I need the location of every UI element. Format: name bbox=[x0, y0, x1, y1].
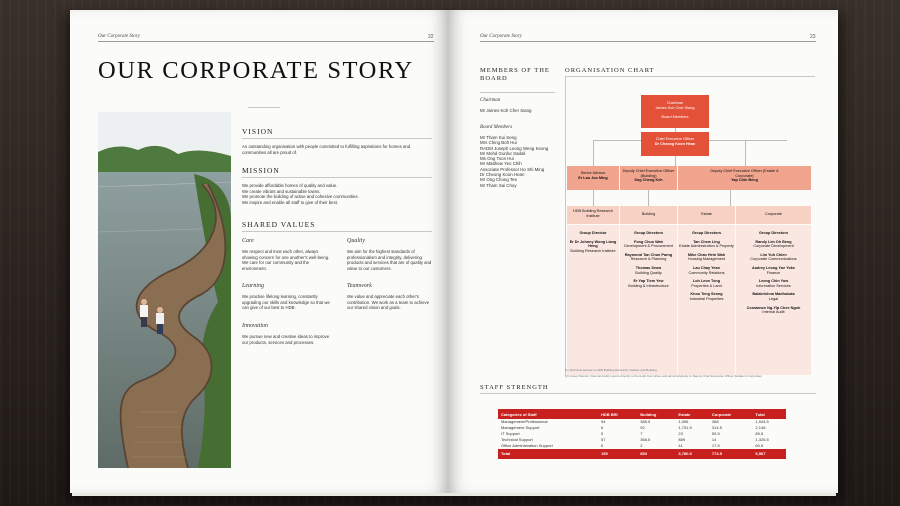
mission-line: We provide affordable homes of quality and value. bbox=[242, 183, 338, 188]
board-member: Ms Ong Toon Hui bbox=[480, 156, 514, 162]
table-cell: Total bbox=[498, 449, 598, 459]
org-person-name: Raymond Tan Chun Parng bbox=[624, 252, 673, 257]
value-text-teamwork: We value and appreciate each other's contribution. We work as a team to achieve our shared vision and goals. bbox=[347, 294, 430, 311]
org-director-label: Group Director bbox=[579, 231, 607, 235]
org-group-header-text: Building bbox=[641, 212, 656, 216]
connector bbox=[745, 140, 746, 166]
org-group-header-text: Corporate bbox=[765, 212, 782, 216]
table-cell: 368 bbox=[711, 419, 719, 424]
org-group-header-building bbox=[620, 206, 677, 224]
table-cell: 853 bbox=[637, 449, 675, 459]
org-person-role: Research & Planning bbox=[630, 257, 667, 262]
vision-rule bbox=[242, 138, 432, 139]
org-role: Deputy Chief Executive Officer (Building) bbox=[622, 169, 675, 178]
org-director-label: Group Directors bbox=[691, 231, 722, 235]
org-person-name: Randy Lim Oh Beng bbox=[755, 239, 792, 244]
org-senior-advisor-box bbox=[567, 166, 619, 190]
org-person-name: Constance Ng-Yip Chee Ngoh bbox=[746, 305, 801, 310]
mission-rule bbox=[242, 177, 432, 178]
page-number: 23 bbox=[810, 34, 816, 40]
mission-line: We inspire and enable all staff to give of their best. bbox=[242, 199, 339, 205]
org-person-role: Building Research Institute bbox=[570, 248, 616, 253]
org-person-role: Legal bbox=[768, 296, 779, 301]
org-role: Senior Advisor bbox=[580, 171, 606, 175]
table-cell: 314.5 bbox=[711, 425, 722, 430]
table-cell: 17.5 bbox=[711, 443, 720, 448]
boardwalk-photo bbox=[98, 112, 231, 468]
value-title-quality: Quality bbox=[347, 238, 365, 244]
table-cell: 0 bbox=[601, 443, 604, 448]
table-cell: 89.5 bbox=[755, 431, 764, 436]
value-title-innovation: Innovation bbox=[242, 323, 268, 329]
org-group-header-bri bbox=[567, 206, 619, 224]
board-member: Dr Cheong Koon Hean bbox=[480, 172, 525, 178]
mission-heading: MISSION bbox=[242, 166, 280, 175]
board-member: RADM Joseph Leong Weng Keong bbox=[480, 145, 549, 151]
connector bbox=[730, 190, 731, 206]
org-person-role: Corporate Development bbox=[753, 244, 794, 249]
column-header: Estate bbox=[675, 409, 709, 419]
org-name: Yap Chin Beng bbox=[731, 178, 758, 183]
value-title-teamwork: Teamwork bbox=[347, 283, 372, 289]
board-heading: MEMBERS OF THE BOARD bbox=[480, 67, 550, 82]
board-rule bbox=[480, 92, 555, 93]
column-header: Corporate bbox=[709, 409, 753, 419]
org-person-name: Khoo Teng Seong bbox=[690, 292, 723, 297]
org-group-header-corporate bbox=[736, 206, 811, 224]
org-dceo-estate-corporate-box bbox=[678, 166, 811, 190]
value-text-quality: We aim for the highest standards of professionalism and integrity, delivering products and services that are of quality and value to our customers. bbox=[347, 249, 432, 271]
table-cell: Office Administration Support bbox=[501, 443, 553, 448]
value-text-innovation: We pursue new and creative ideas to improve our products, services and processes. bbox=[242, 334, 330, 345]
mission-line: We create vibrant and sustainable towns. bbox=[242, 188, 321, 194]
org-person-role: Development & Procurement bbox=[624, 244, 673, 249]
staff-strength-heading: STAFF STRENGTH bbox=[480, 384, 549, 391]
table-header-row bbox=[498, 409, 786, 419]
board-members-list bbox=[480, 135, 558, 188]
org-footnote: (2) Group Director (Internal Audit) reports directly to the Audit Committee and administratively to Deputy Chief Executive Officer (Estate & Corporate) bbox=[565, 374, 762, 378]
value-text-care: We respect and trust each other, always showing concern for one another's well-being. We care for our community and the environment. bbox=[242, 249, 330, 271]
org-person-role: Community Relations bbox=[688, 270, 725, 275]
chairman-name: Mr James Koh Cher Siang bbox=[480, 108, 532, 113]
org-person-name: Audrey Leong Yue Yoke bbox=[751, 265, 796, 270]
org-person-role: Estate Administration & Property bbox=[679, 244, 734, 249]
table-cell: 0 bbox=[601, 431, 604, 436]
column-header: HDB BRI bbox=[598, 409, 637, 419]
org-chart-frame bbox=[565, 76, 566, 376]
value-text-learning: We practise lifelong learning, constantly upgrading our skills and knowledge so that we can give of our best to HDB. bbox=[242, 294, 330, 311]
table-cell: Management Support bbox=[501, 425, 540, 430]
org-person-name: Tan Chew Ling bbox=[693, 239, 720, 244]
column-header: Total bbox=[752, 409, 786, 419]
board-member: Associate Professor Ho Shi Ming bbox=[480, 166, 545, 172]
board-member: Mr Tham Kui Seng bbox=[480, 135, 517, 140]
org-person-name: Fong Chun Wah bbox=[634, 239, 663, 244]
org-person-role: Building Quality bbox=[635, 270, 662, 275]
header-rule bbox=[98, 41, 434, 42]
value-title-learning: Learning bbox=[242, 283, 265, 289]
header-rule bbox=[480, 41, 816, 42]
org-name: Er Lau Joo Ming bbox=[578, 175, 608, 180]
table-cell: 41 bbox=[678, 443, 683, 448]
org-person-name: Leong Chin Yow bbox=[758, 279, 789, 284]
table-cell: 2 bbox=[640, 443, 643, 448]
org-person-role: Industrial Properties bbox=[689, 296, 724, 301]
chairman-label: Chairman bbox=[480, 98, 501, 103]
title-divider bbox=[248, 107, 280, 108]
table-cell: 92 bbox=[640, 425, 645, 430]
table-cell: 1,944.5 bbox=[755, 419, 769, 424]
org-director-label: Group Directors bbox=[758, 231, 789, 235]
org-column-estate bbox=[678, 225, 735, 375]
connector bbox=[593, 140, 594, 166]
shared-values-heading: SHARED VALUES bbox=[242, 220, 316, 229]
table-cell: 1,731.5 bbox=[678, 425, 692, 430]
org-role: Deputy Chief Executive Officer (Estate & Corporate) bbox=[710, 169, 779, 178]
org-name: Sng Cheng Keh bbox=[634, 178, 663, 183]
running-header: Our Corporate Story bbox=[480, 34, 522, 39]
table-cell: 2,146 bbox=[755, 425, 766, 430]
org-person-name: Loh Leon Tong bbox=[692, 279, 721, 284]
staff-strength-table bbox=[498, 409, 786, 459]
board-member: Mr Ong Chong Tee bbox=[480, 177, 518, 183]
table-cell: 3,780.5 bbox=[675, 449, 709, 459]
board-member: Mr Tham Sai Choy bbox=[480, 182, 517, 188]
running-header: Our Corporate Story bbox=[98, 34, 140, 39]
table-cell: 23 bbox=[678, 431, 683, 436]
table-cell: 1,096 bbox=[678, 419, 689, 424]
org-person-name: Lau Chay Yean bbox=[693, 265, 720, 270]
left-page bbox=[70, 10, 448, 493]
org-person-role: Properties & Land bbox=[691, 283, 722, 288]
org-column-bri bbox=[567, 225, 619, 375]
org-column-building bbox=[620, 225, 677, 375]
vision-text: An outstanding organisation with people committed to fulfilling aspirations for homes and communities all are proud of. bbox=[242, 144, 411, 155]
column-header: Categories of Staff bbox=[498, 409, 598, 419]
org-dceo-building-box bbox=[620, 166, 677, 190]
table-cell: 94 bbox=[601, 419, 606, 424]
mission-list bbox=[242, 183, 432, 205]
org-group-header-text: Estate bbox=[701, 212, 712, 216]
vision-heading: VISION bbox=[242, 127, 274, 136]
org-director-label: Group Directors bbox=[633, 231, 664, 235]
table-cell: 14 bbox=[711, 437, 717, 442]
table-cell: 385.5 bbox=[640, 419, 651, 424]
page-title: OUR CORPORATE STORY bbox=[98, 57, 414, 84]
column-header: Building bbox=[637, 409, 675, 419]
org-ceo-role: Chief Executive Officer bbox=[655, 137, 695, 141]
board-member: Mr Mohd Gunfur Sadali bbox=[480, 150, 526, 156]
org-person-name: Er Dr Johnny Wong Liang Heng bbox=[569, 239, 617, 249]
org-column-corporate bbox=[736, 225, 811, 375]
board-members-label: Board Members bbox=[480, 125, 513, 130]
staff-strength-rule bbox=[480, 393, 816, 394]
table-cell: 7 bbox=[640, 431, 643, 436]
org-chart-rule bbox=[565, 76, 815, 77]
org-ceo-box bbox=[641, 132, 709, 156]
shared-values-rule bbox=[242, 231, 432, 232]
org-board-members: Board Members bbox=[661, 115, 689, 120]
org-person-name: Mike Chan Hein Wah bbox=[687, 252, 726, 257]
org-person-role: Information Services bbox=[756, 283, 791, 288]
table-cell: IT Support bbox=[501, 431, 520, 436]
org-person-name: Lim Yuh Chien bbox=[760, 252, 787, 257]
table-cell: 5,567 bbox=[752, 449, 786, 459]
org-group-header-text: HDB Building Research Institute bbox=[573, 209, 613, 218]
table-total-row bbox=[498, 449, 786, 459]
table-cell: 6 bbox=[601, 425, 604, 430]
org-person-name: Thomas Seow bbox=[635, 265, 662, 270]
org-group-header-estate bbox=[678, 206, 735, 224]
table-cell: Technical Support bbox=[501, 437, 533, 442]
org-chairman-name: James Koh Cher Siang bbox=[655, 105, 695, 110]
org-chart-heading: ORGANISATION CHART bbox=[565, 67, 655, 74]
table-cell: 59.5 bbox=[711, 431, 720, 436]
org-person-role: Internal Audit bbox=[762, 310, 785, 315]
connector bbox=[648, 190, 649, 206]
table-cell: 159 bbox=[598, 449, 637, 459]
table-cell: 889 bbox=[678, 437, 686, 442]
mission-line: We promote the building of active and cohesive communities. bbox=[242, 194, 359, 200]
connector bbox=[675, 156, 676, 166]
table-cell: 774.5 bbox=[709, 449, 753, 459]
org-chairman-box bbox=[641, 95, 709, 128]
right-page bbox=[448, 10, 838, 493]
org-ceo-name: Dr Cheong Koon Hean bbox=[654, 141, 696, 146]
table-cell: 1,326.5 bbox=[755, 437, 769, 442]
table-cell: Management/Professional bbox=[501, 419, 548, 424]
table-cell: 366.5 bbox=[640, 437, 651, 442]
org-person-role: Corporate Communications bbox=[750, 257, 797, 262]
value-title-care: Care bbox=[242, 238, 254, 244]
org-person-role: Housing Management bbox=[687, 257, 726, 262]
board-member: Mr Matthew Yeo Chih bbox=[480, 161, 522, 167]
board-member: Mrs Ching Boh Hui bbox=[480, 140, 517, 146]
table-cell: 57 bbox=[601, 437, 606, 442]
boardwalk-illustration bbox=[98, 112, 231, 468]
org-footnote: (1) Technical advisor to HDB Building Research Institute and Building bbox=[565, 368, 657, 372]
org-person-name: Balakrishna Madhukala bbox=[752, 292, 795, 297]
connector bbox=[593, 190, 594, 206]
org-person-role: Building & Infrastructure bbox=[628, 283, 669, 288]
org-chairman-role: Chairman bbox=[666, 101, 684, 105]
org-person-name: Er Yap Tiem Yew bbox=[633, 279, 664, 284]
page-number: 22 bbox=[428, 34, 434, 40]
org-person-role: Finance bbox=[766, 270, 781, 275]
table-cell: 60.5 bbox=[755, 443, 764, 448]
